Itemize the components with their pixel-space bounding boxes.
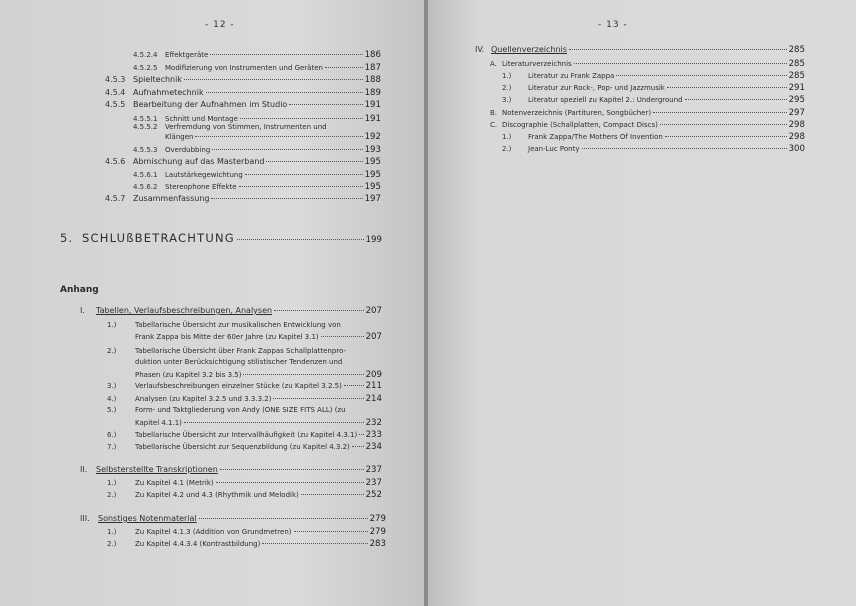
leader-dots [569, 49, 787, 50]
toc-entry-page: 283 [369, 539, 386, 549]
toc-entry-title: Klängen [165, 133, 194, 141]
toc-entry [105, 157, 381, 167]
toc-entry-page: 211 [365, 381, 382, 391]
toc-entry-page: 295 [788, 95, 805, 105]
page-number: - 13 - [598, 20, 628, 30]
toc-entry-title: Aufnahmetechnik [133, 88, 204, 97]
toc-entry-page: 237 [365, 478, 382, 488]
page-number: - 12 - [205, 20, 235, 30]
toc-entry-number: 2.) [502, 84, 512, 92]
toc-entry-title: Verfremdung von Stimmen, Instrumenten und [165, 123, 327, 131]
section-title: Selbsterstellte Transkriptionen [96, 465, 218, 474]
toc-entry-title: Bearbeitung der Aufnahmen im Studio [133, 100, 288, 109]
toc-entry-title: Jean-Luc Ponty [528, 145, 580, 153]
leader-dots [237, 239, 364, 240]
leader-dots [199, 518, 368, 519]
leader-dots [321, 336, 364, 337]
leader-dots [240, 118, 363, 119]
toc-entry [502, 83, 805, 93]
subsection-number: B. [490, 109, 498, 117]
section-heading [80, 465, 382, 475]
leader-dots [245, 174, 363, 175]
toc-entry [165, 132, 381, 142]
toc-entry-title-line: duktion unter Berücksichtigung stilistischer Tendenzen und [135, 358, 343, 366]
toc-entry [135, 418, 382, 428]
subsection-page: 298 [788, 120, 805, 130]
section-number: I. [80, 306, 85, 315]
subsection-title: Literaturverzeichnis [502, 60, 572, 68]
section-page: 237 [365, 465, 382, 475]
section-heading [80, 514, 386, 524]
leader-dots [289, 104, 362, 105]
toc-entry-number: 3.) [107, 382, 117, 390]
toc-entry-title: Effektgeräte [165, 51, 209, 59]
leader-dots [216, 482, 364, 483]
toc-entry-number: 4.5.5.2 [133, 123, 158, 131]
toc-entry [105, 75, 381, 85]
toc-entry-title: Tabellarische Übersicht über Frank Zappas Schallplattenpro- [135, 347, 346, 355]
toc-entry-page: 187 [364, 63, 381, 73]
leader-dots [667, 87, 787, 88]
toc-entry-title: Modifizierung von Instrumenten und Geräten [165, 64, 323, 72]
leader-dots [653, 112, 787, 113]
leader-dots [262, 543, 367, 544]
toc-entry-title: Zu Kapitel 4.1 (Metrik) [135, 479, 214, 487]
toc-entry-title: Phasen (zu Kapitel 3.2 bis 3.5) [135, 371, 242, 379]
leader-dots [273, 398, 363, 399]
toc-entry [502, 71, 805, 81]
subsection-heading [490, 120, 805, 130]
toc-entry-page: 285 [788, 71, 805, 81]
toc-entry-page: 195 [364, 170, 381, 180]
toc-entry-title: Literatur zur Rock-, Pop- und Jazzmusik [528, 84, 665, 92]
leader-dots [344, 385, 364, 386]
toc-entry [107, 490, 382, 500]
leader-dots [685, 99, 787, 100]
leader-dots [206, 92, 363, 93]
toc-entry-number: 2.) [107, 347, 117, 355]
toc-entry-number: 5.) [107, 406, 117, 414]
leader-dots [239, 186, 363, 187]
toc-entry-page: 195 [364, 157, 381, 167]
toc-entry [105, 88, 381, 98]
toc-entry-page: 191 [364, 114, 381, 124]
toc-entry [105, 194, 381, 204]
toc-entry-number: 4.5.6 [105, 157, 126, 166]
toc-entry-number: 1.) [107, 528, 117, 536]
toc-entry [502, 144, 805, 154]
toc-entry-title-line [107, 405, 346, 416]
section-heading [475, 45, 805, 55]
toc-entry-number: 4.5.7 [105, 194, 126, 203]
section-page: 285 [788, 45, 805, 55]
chapter-number: 5. [60, 231, 74, 245]
toc-entry [107, 394, 382, 404]
toc-entry-page: 298 [788, 132, 805, 142]
toc-entry-page: 300 [788, 144, 805, 154]
right-page [428, 0, 856, 606]
toc-entry [133, 170, 381, 180]
toc-entry-title-line [107, 346, 346, 357]
toc-entry [133, 63, 381, 73]
toc-entry-page: 195 [364, 182, 381, 192]
subsection-page: 285 [788, 59, 805, 69]
toc-entry-title: Frank Zappa bis Mitte der 60er Jahre (zu Kapitel 3.1) [135, 333, 319, 341]
toc-entry-number: 4.5.2.4 [133, 51, 158, 59]
toc-entry-title-line [107, 320, 341, 331]
toc-entry-number: 4.5.3 [105, 75, 126, 84]
section-number: III. [80, 514, 90, 523]
toc-entry-page: 279 [369, 527, 386, 537]
toc-entry [107, 381, 382, 391]
toc-entry [133, 182, 381, 192]
toc-entry-number: 1.) [502, 72, 512, 80]
toc-entry [105, 100, 381, 110]
section-page: 207 [365, 306, 382, 316]
toc-entry-title: Kapitel 4.1.1) [135, 419, 182, 427]
toc-entry-number: 2.) [502, 145, 512, 153]
toc-entry-title: Frank Zappa/The Mothers Of Invention [528, 133, 663, 141]
toc-entry [502, 132, 805, 142]
toc-entry [107, 442, 382, 452]
subsection-title: Discographie (Schallplatten, Compact Discs) [502, 121, 658, 129]
toc-entry-number: 4.5.5.1 [133, 115, 158, 123]
toc-entry-title: Spieltechnik [133, 75, 182, 84]
toc-entry-page: 192 [364, 132, 381, 142]
subsection-heading [490, 59, 805, 69]
toc-entry-number: 1.) [502, 133, 512, 141]
leader-dots [274, 310, 364, 311]
toc-entry-number: 4.5.5.3 [133, 146, 158, 154]
section-title: Sonstiges Notenmaterial [98, 514, 197, 523]
toc-entry-page: 252 [365, 490, 382, 500]
toc-entry-page: 214 [365, 394, 382, 404]
toc-entry [133, 145, 381, 155]
leader-dots [220, 469, 364, 470]
toc-entry-number: 4.) [107, 395, 117, 403]
toc-entry-title: Tabellarische Übersicht zur Sequenzbildung (zu Kapitel 4.3.2) [135, 443, 350, 451]
leader-dots [301, 494, 364, 495]
toc-entry-page: 232 [365, 418, 382, 428]
leader-dots [660, 124, 787, 125]
toc-entry-title: Schnitt und Montage [165, 115, 238, 123]
toc-entry [502, 95, 805, 105]
subsection-number: C. [490, 121, 498, 129]
toc-entry-page: 233 [365, 430, 382, 440]
toc-entry-page: 191 [364, 100, 381, 110]
toc-entry-page: 193 [364, 145, 381, 155]
subsection-page: 297 [788, 108, 805, 118]
toc-entry-page: 234 [365, 442, 382, 452]
toc-entry-number: 7.) [107, 443, 117, 451]
toc-entry-title: Literatur zu Frank Zappa [528, 72, 615, 80]
toc-entry-number: 1.) [107, 479, 117, 487]
toc-entry-number: 4.5.6.1 [133, 171, 158, 179]
chapter-page: 199 [365, 235, 382, 245]
section-title: Tabellen, Verlaufsbeschreibungen, Analysen [96, 306, 273, 315]
toc-entry-page: 291 [788, 83, 805, 93]
toc-entry-number: 2.) [107, 540, 117, 548]
section-heading [80, 306, 382, 316]
toc-entry-title: Form- und Taktgliederung von Andy (ONE SIZE FITS ALL) (zu [135, 406, 346, 414]
leader-dots [574, 63, 787, 64]
toc-entry-number: 4.5.4 [105, 88, 126, 97]
leader-dots [665, 136, 787, 137]
toc-entry [107, 478, 382, 488]
leader-dots [212, 149, 362, 150]
toc-entry-title: Literatur speziell zu Kapitel 2.: Underground [528, 96, 683, 104]
leader-dots [582, 148, 787, 149]
leader-dots [359, 434, 363, 435]
toc-entry-title: Tabellarische Übersicht zur musikalischen Entwicklung von [135, 321, 341, 329]
subsection-number: A. [490, 60, 497, 68]
appendix-heading: Anhang [60, 285, 99, 295]
toc-entry-page: 209 [365, 370, 382, 380]
toc-entry [133, 50, 381, 60]
leader-dots [352, 446, 364, 447]
leader-dots [184, 79, 363, 80]
toc-entry-title: Zusammenfassung [133, 194, 210, 203]
toc-entry-number: 2.) [107, 491, 117, 499]
toc-entry-page: 188 [364, 75, 381, 85]
toc-entry-title: Stereophone Effekte [165, 183, 237, 191]
toc-entry-title: Overdubbing [165, 146, 211, 154]
left-page [0, 0, 424, 606]
chapter-title: SCHLUßBETRACHTUNG [82, 231, 235, 245]
leader-dots [210, 54, 362, 55]
toc-entry [135, 332, 382, 342]
toc-entry [107, 539, 386, 549]
toc-entry-number: 6.) [107, 431, 117, 439]
leader-dots [294, 531, 368, 532]
subsection-heading [490, 108, 805, 118]
toc-entry-page: 189 [364, 88, 381, 98]
toc-entry-title: Verlaufsbeschreibungen einzelner Stücke (zu Kapitel 3.2.5) [135, 382, 342, 390]
toc-entry-title: Zu Kapitel 4.4.3.4 (Kontrastbildung) [135, 540, 261, 548]
toc-entry-page: 207 [365, 332, 382, 342]
subsection-title: Notenverzeichnis (Partituren, Songbücher) [502, 109, 652, 117]
toc-entry-title: Analysen (zu Kapitel 3.2.5 und 3.3.3.2) [135, 395, 272, 403]
toc-entry [107, 527, 386, 537]
toc-entry [135, 370, 382, 380]
chapter-heading [60, 231, 382, 245]
toc-entry-number: 3.) [502, 96, 512, 104]
section-number: II. [80, 465, 88, 474]
toc-entry-number: 1.) [107, 321, 117, 329]
toc-entry-page: 186 [364, 50, 381, 60]
toc-entry-title: Abmischung auf das Masterband [133, 157, 265, 166]
section-page: 279 [369, 514, 386, 524]
toc-entry-title: Tabellarische Übersicht zur Intervallhäufigkeit (zu Kapitel 4.3.1) [135, 431, 358, 439]
leader-dots [195, 136, 362, 137]
toc-entry-title: Lautstärkegewichtung [165, 171, 243, 179]
leader-dots [184, 422, 364, 423]
toc-entry [107, 430, 382, 440]
toc-entry-number: 4.5.6.2 [133, 183, 158, 191]
leader-dots [266, 161, 362, 162]
leader-dots [325, 67, 363, 68]
section-number: IV. [475, 45, 485, 54]
toc-entry-title: Zu Kapitel 4.2 und 4.3 (Rhythmik und Melodik) [135, 491, 299, 499]
toc-entry-title: Zu Kapitel 4.1.3 (Addition von Grundmetren) [135, 528, 292, 536]
toc-entry-number: 4.5.2.5 [133, 64, 158, 72]
leader-dots [243, 374, 363, 375]
section-title: Quellenverzeichnis [491, 45, 567, 54]
leader-dots [211, 198, 362, 199]
leader-dots [616, 75, 786, 76]
toc-entry-number: 4.5.5 [105, 100, 126, 109]
toc-entry-page: 197 [364, 194, 381, 204]
